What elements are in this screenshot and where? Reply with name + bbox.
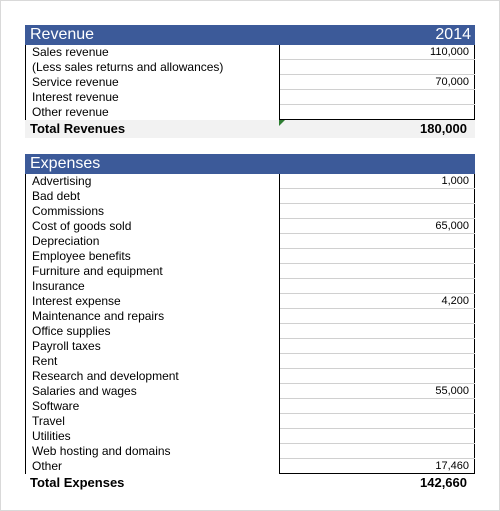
row-label: Utilities [32, 429, 71, 443]
row-label: Salaries and wages [32, 384, 137, 398]
value-cell[interactable]: 17,460 [280, 459, 475, 474]
row-label: Depreciation [32, 234, 100, 248]
table-row [26, 174, 474, 189]
table-row [26, 384, 474, 399]
row-label: Interest expense [32, 294, 121, 308]
revenue-header [25, 25, 475, 45]
expenses-header [25, 154, 475, 174]
table-row [26, 429, 474, 444]
table-row [26, 399, 474, 414]
value-cell[interactable] [280, 309, 475, 324]
row-label: Interest revenue [32, 90, 119, 104]
table-row [26, 75, 474, 90]
table-row [26, 45, 474, 60]
table-row [26, 90, 474, 105]
value-cell[interactable] [280, 279, 475, 294]
value-cell[interactable]: 4,200 [280, 294, 475, 309]
expenses-rows [25, 174, 475, 474]
value-cell[interactable] [280, 324, 475, 339]
comment-indicator-icon [279, 120, 285, 126]
row-label: Cost of goods sold [32, 219, 132, 233]
row-label: Commissions [32, 204, 105, 218]
row-label: Insurance [32, 279, 85, 293]
value-cell[interactable] [280, 90, 475, 105]
table-row [26, 309, 474, 324]
value-cell[interactable] [280, 189, 475, 204]
revenue-rows [25, 45, 475, 120]
year-label: 2014 [435, 26, 471, 43]
row-label: Advertising [32, 174, 92, 188]
value-cell[interactable]: 110,000 [280, 45, 475, 60]
table-row [26, 369, 474, 384]
value-cell[interactable] [280, 264, 475, 279]
table-row [26, 459, 474, 474]
value-cell[interactable] [280, 339, 475, 354]
row-label: Other revenue [32, 105, 109, 119]
value-cell[interactable] [280, 444, 475, 459]
row-label: Payroll taxes [32, 339, 101, 353]
value-cell[interactable] [280, 204, 475, 219]
row-label: Service revenue [32, 75, 119, 89]
table-row [26, 264, 474, 279]
value-cell[interactable] [280, 234, 475, 249]
total-revenues-value[interactable]: 180,000 [420, 121, 467, 136]
row-label: Research and development [32, 369, 179, 383]
table-row [26, 249, 474, 264]
revenue-title: Revenue [30, 26, 95, 43]
table-row [26, 189, 474, 204]
row-label: Travel [32, 414, 65, 428]
total-expenses-label: Total Expenses [30, 475, 125, 490]
value-cell[interactable] [280, 399, 475, 414]
expenses-section [25, 154, 475, 492]
table-row [26, 414, 474, 429]
table-row [26, 219, 474, 234]
table-row [26, 279, 474, 294]
total-expenses-row [25, 474, 475, 492]
row-label: Bad debt [32, 189, 81, 203]
value-cell[interactable] [280, 105, 475, 120]
table-row [26, 234, 474, 249]
row-label: Web hosting and domains [32, 444, 171, 458]
row-label: Employee benefits [32, 249, 131, 263]
row-label: Sales revenue [32, 45, 109, 59]
expenses-title: Expenses [30, 155, 101, 172]
value-cell[interactable]: 65,000 [280, 219, 475, 234]
row-label: Rent [32, 354, 58, 368]
value-cell[interactable] [280, 60, 475, 75]
total-expenses-value[interactable]: 142,660 [420, 475, 467, 490]
row-label: Software [32, 399, 80, 413]
total-revenues-row [25, 120, 475, 138]
table-row [26, 204, 474, 219]
value-cell[interactable] [280, 369, 475, 384]
table-row [26, 444, 474, 459]
table-row [26, 294, 474, 309]
row-label: Furniture and equipment [32, 264, 163, 278]
table-row [26, 105, 474, 120]
value-cell[interactable]: 55,000 [280, 384, 475, 399]
table-row [26, 324, 474, 339]
value-cell[interactable]: 1,000 [280, 174, 475, 189]
table-row [26, 339, 474, 354]
row-label: Office supplies [32, 324, 111, 338]
row-label: (Less sales returns and allowances) [32, 60, 224, 74]
table-row [26, 60, 474, 75]
row-label: Other [32, 459, 63, 473]
value-cell[interactable] [280, 354, 475, 369]
total-revenues-label: Total Revenues [30, 121, 126, 136]
value-cell[interactable] [280, 414, 475, 429]
revenue-section [25, 25, 475, 138]
table-row [26, 354, 474, 369]
value-cell[interactable]: 70,000 [280, 75, 475, 90]
value-cell[interactable] [280, 429, 475, 444]
row-label: Maintenance and repairs [32, 309, 165, 323]
value-cell[interactable] [280, 249, 475, 264]
